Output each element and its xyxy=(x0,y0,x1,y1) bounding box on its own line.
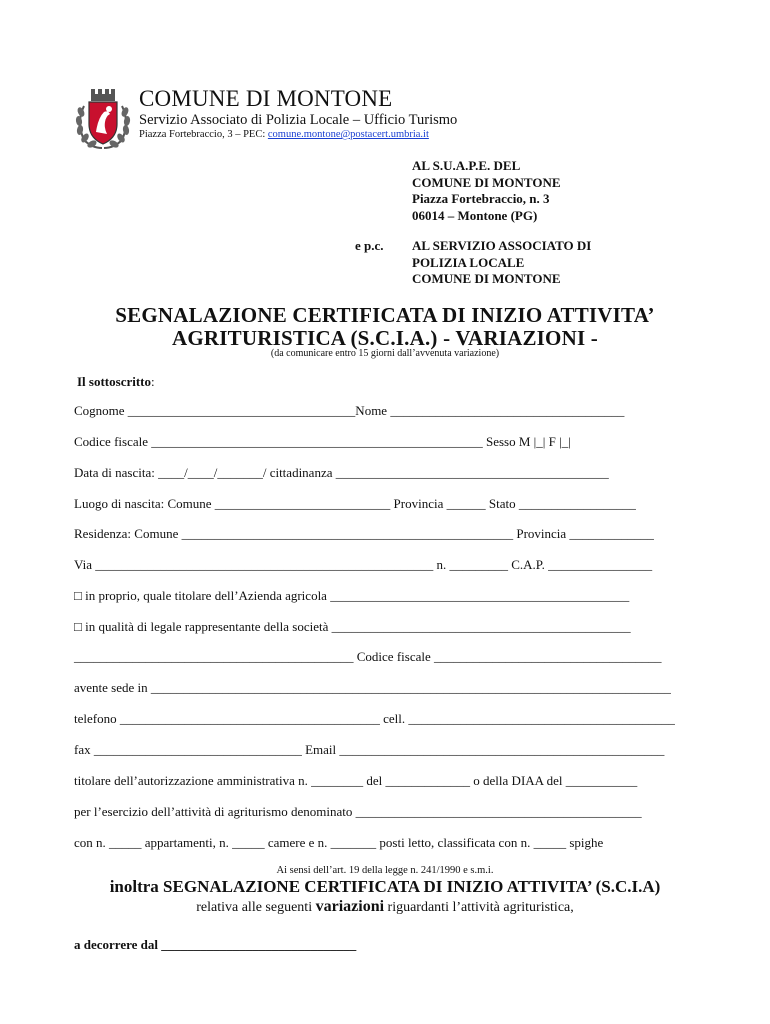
recipient-line: COMUNE DI MONTONE xyxy=(412,174,561,190)
document-title-line-1: SEGNALAZIONE CERTIFICATA DI INIZIO ATTIVITA’ xyxy=(115,303,655,327)
legal-reference: Ai sensi dell’art. 19 della legge n. 241/1990 e s.m.i. xyxy=(276,865,494,876)
coat-of-arms-icon xyxy=(74,88,132,152)
recipient-line: 06014 – Montone (PG) xyxy=(412,207,538,223)
field-sede[interactable]: avente sede in ________________________________________________________________________________ xyxy=(74,680,671,695)
address-line xyxy=(139,129,429,140)
field-residenza[interactable]: Residenza: Comune ___________________________________________________ Provincia _____________ xyxy=(74,526,654,541)
field-via-cap[interactable]: Via ____________________________________________________ n. _________ C.A.P. ________________ xyxy=(74,557,653,572)
field-luogo-nascita[interactable]: Luogo di nascita: Comune ___________________________ Provincia ______ Stato __________________ xyxy=(74,496,636,511)
field-cognome-nome[interactable]: Cognome ___________________________________Nome ____________________________________ xyxy=(74,403,625,418)
undersigned-text: Il sottoscritto xyxy=(77,374,152,389)
epc-label: e p.c. xyxy=(355,238,384,253)
field-denominazione[interactable]: per l’esercizio dell’attività di agriturismo denominato ____________________________________________ xyxy=(74,804,642,819)
option-in-proprio[interactable]: □ in proprio, quale titolare dell’Azienda agricola ______________________________________________ xyxy=(74,588,630,603)
recipient-line: COMUNE DI MONTONE xyxy=(412,271,561,286)
field-autorizzazione[interactable]: titolare dell’autorizzazione amministrativa n. ________ del _____________ o della DIAA del ___________ xyxy=(74,773,638,788)
field-telefono-cell[interactable]: telefono ________________________________________ cell. _________________________________________ xyxy=(74,711,675,726)
document-title-line-2: AGRITURISTICA (S.C.I.A.) - VARIAZIONI - xyxy=(172,326,598,350)
field-capacita[interactable]: con n. _____ appartamenti, n. _____ camere e n. _______ posti letto, classificata con n. _____ spighe xyxy=(74,835,604,850)
field-societa-codice-fiscale[interactable]: ___________________________________________ Codice fiscale ___________________________________ xyxy=(74,649,662,664)
recipient-line: Piazza Fortebraccio, n. 3 xyxy=(412,191,550,206)
service-subtitle: Servizio Associato di Polizia Locale – Ufficio Turismo xyxy=(139,112,458,128)
primary-recipient xyxy=(412,158,561,224)
field-codice-fiscale-sesso[interactable]: Codice fiscale ___________________________________________________ Sesso M |_| F |_| xyxy=(74,434,571,449)
municipality-title: COMUNE DI MONTONE xyxy=(139,86,393,111)
undersigned-colon: : xyxy=(151,374,155,389)
address-text: Piazza Fortebraccio, 3 – PEC: xyxy=(139,129,268,140)
field-fax-email[interactable]: fax ________________________________ Email __________________________________________________ xyxy=(74,742,665,757)
variations-pre: relativa alle seguenti xyxy=(196,900,316,915)
recipient-line: AL SERVIZIO ASSOCIATO DI xyxy=(412,238,592,253)
option-legale-rappresentante[interactable]: □ in qualità di legale rappresentante della società ______________________________________________ xyxy=(74,619,631,634)
undersigned-label xyxy=(77,374,155,390)
variations-post: riguardanti l’attività agrituristica, xyxy=(384,900,574,915)
variations-keyword: variazioni xyxy=(315,898,385,915)
recipient-line: AL S.U.A.P.E. DEL xyxy=(412,158,521,173)
secondary-recipient xyxy=(412,238,591,288)
recipient-line: POLIZIA LOCALE xyxy=(412,254,525,270)
variations-line xyxy=(0,898,770,916)
field-decorrere-dal[interactable]: a decorrere dal ______________________________ xyxy=(74,937,357,952)
field-data-nascita-cittadinanza[interactable]: Data di nascita: ____/____/_______/ cittadinanza __________________________________________ xyxy=(74,465,609,480)
title-note: (da comunicare entro 15 giorni dall’avvenuta variazione) xyxy=(270,348,500,359)
submission-heading: inoltra SEGNALAZIONE CERTIFICATA DI INIZIO ATTIVITA’ (S.C.I.A) xyxy=(109,877,661,896)
pec-email-link[interactable]: comune.montone@postacert.umbria.it xyxy=(267,129,429,140)
